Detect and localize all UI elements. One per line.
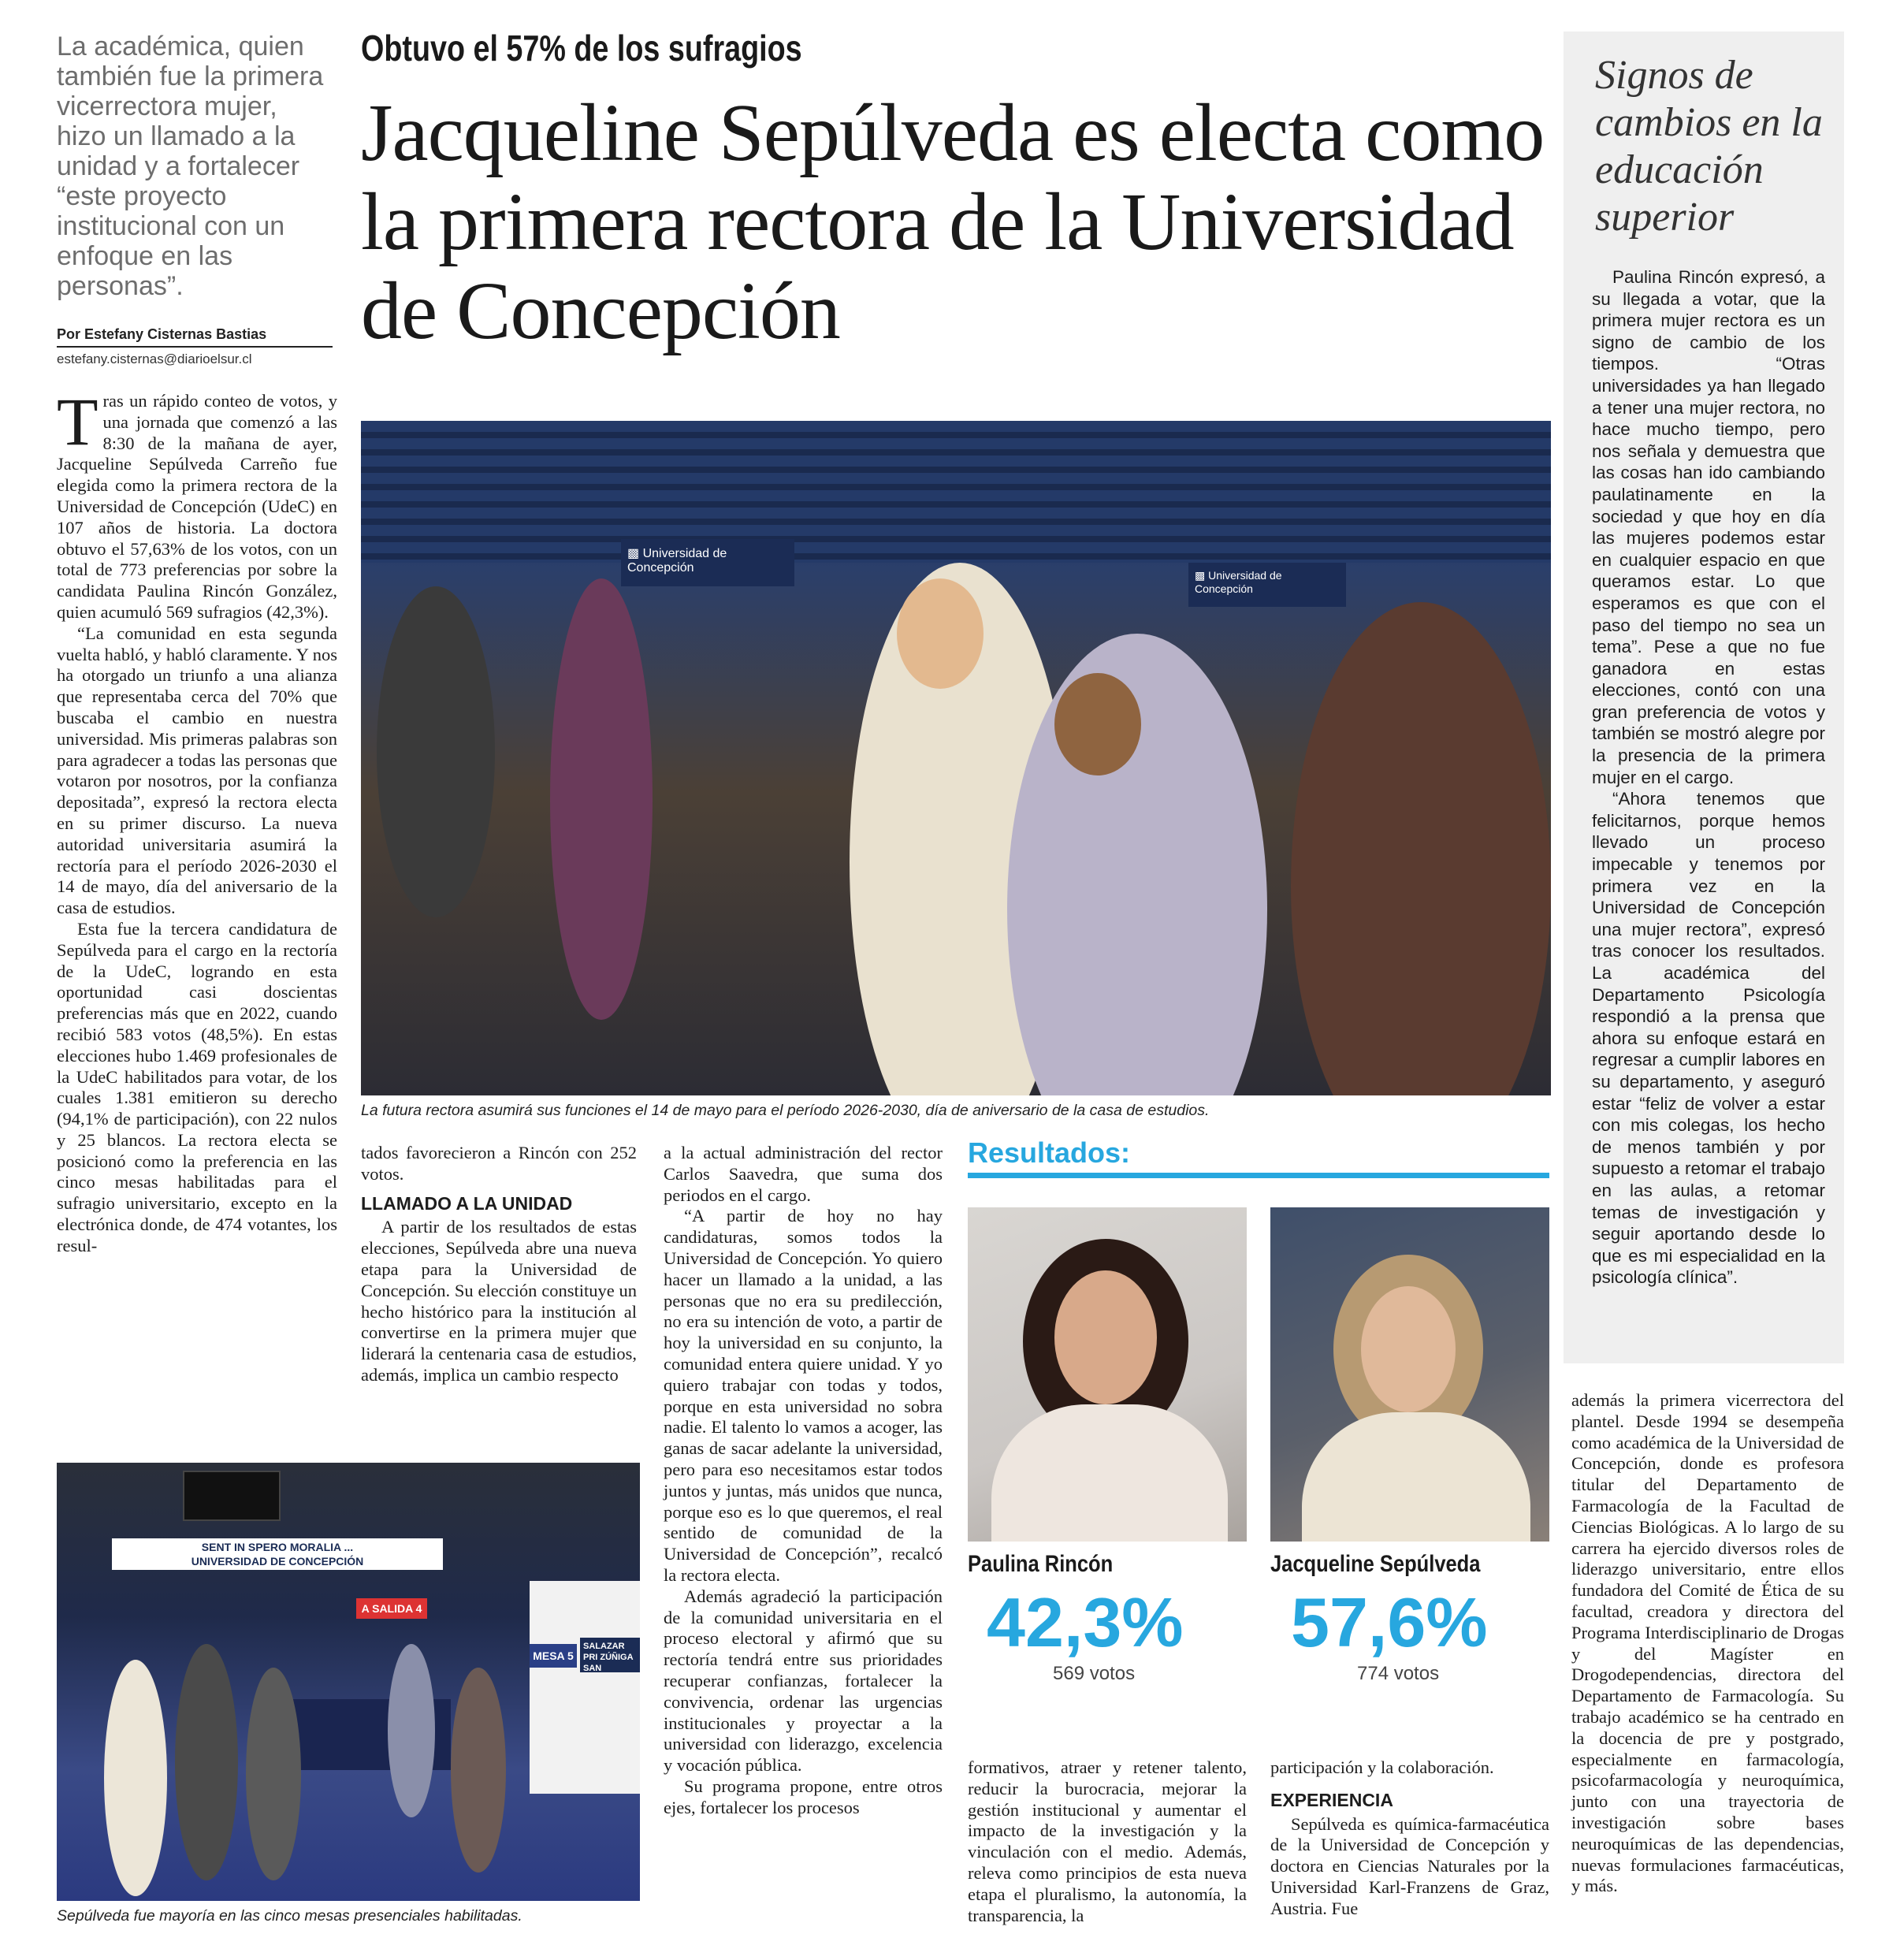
crowd-figure [897,578,984,689]
kicker: Obtuvo el 57% de los sufragios [361,28,802,69]
column-5 [1270,1757,1549,1920]
paragraph: a la actual administración del rector Carlos Saavedra, que suma dos periodos en el cargo. [664,1143,943,1205]
column-1 [57,384,337,1257]
polling-photo [57,1463,640,1901]
paragraph: Sepúlveda es química-farmacéutica de la Universidad de Concepción y doctora en Ciencias Naturales por la Universidad Karl-Franzens de Graz, Austria. Fue [1270,1813,1549,1918]
arena-sign-right [1188,563,1346,607]
paragraph: Esta fue la tercera candidatura de Sepúlveda para el cargo en la rectoría de la UdeC, logrando en esta oportunidad casi doscientas preferencias más que en 2022, cuando recibió 583 votos (48,5%). En estas elecciones hubo 1.469 profesionales de la UdeC habilitados para votar, de los cuales 1.381 emitieron su derecho (94,1% de participación), con 22 nulos y 25 blancos. La rectora electa se posicionó como la preferencia en las cinco mesas habilitadas para el sufragio universitario, excepto en la electrónica donde, de 474 votantes, los resul- [57,918,337,1255]
column-2 [361,1143,637,1386]
banner-line: UNIVERSIDAD DE CONCEPCIÓN [191,1555,364,1568]
crowd-figure [1054,673,1141,775]
author-email: estefany.cisternas@diarioelsur.cl [57,351,252,366]
paragraph: Además agradeció la participación de la comunidad universitaria en el proceso electoral y afirmó que su rectoría tendrá entre sus prioridades recuperar confianzas, fortalecer la convivencia, ordenar las urgencias institucionales y proyectar a la universidad con liderazgo, excelencia y vocación pública. [664,1586,943,1776]
crowd-figure [175,1644,238,1880]
dropcap: T [57,384,99,459]
candidate-percent: 57,6% [1291,1583,1488,1661]
exit-sign: A SALIDA 4 [356,1598,427,1619]
paragraph: tados favorecieron a Rincón con 252 votos. [361,1143,637,1184]
byline: Por Estefany Cisternas Bastias [57,326,333,348]
paragraph: además la primera vicerrectora del plantel. Desde 1994 se desempeña como académica de la Universidad de Concepción, donde es profesora titular del Departamento de Farmacología de la Facultad de Ciencias Biológicas. A lo largo de su carrera ha ejercido diversos roles de liderazgo universitario, entre ellos fundadora del Comité de Ética de su facultad, creadora y directora del Programa Interdisciplinario de Drogas y del Magíster en Drogodependencias, directora del Departamento de Farmacología. Su trabajo académico se ha centrado en la docencia de pre y postgrado, especialmente en farmacología, psicofarmacología y neuroquímica, junto con una trayectoria de investigación sobre bases neuroquímicas de las dependencias, nuevas formulaciones farmacéuticas, y más. [1571,1390,1844,1896]
crowd-figure [451,1668,506,1873]
crowd-figure [246,1668,301,1880]
candidate-photo-sepulveda [1270,1207,1549,1542]
candidate-body [1302,1412,1530,1542]
candidate-percent: 42,3% [987,1583,1184,1661]
candidate-photo-rincon [968,1207,1247,1542]
names-sign: SALAZAR PRI ZÚÑIGA SAN [580,1638,640,1672]
candidate-votes: 774 votos [1357,1663,1440,1684]
paragraph: formativos, atraer y retener talento, reducir la burocracia, mejorar la gestión institucional y aumentar el impacto de la investigación y la vinculación con el medio. Además, releva como principios de esta nueva etapa el pluralismo, la autonomía, la transparencia, la [968,1757,1247,1925]
crowd-figure [388,1644,435,1817]
main-photo-caption: La futura rectora asumirá sus funciones el 14 de mayo para el período 2026-2030, día de aniversario de la casa de estudios. [361,1102,1210,1119]
paragraph: “A partir de hoy no hay candidaturas, somos todos la Universidad de Concepción. Yo quiero hacer un llamado a la unidad, a las personas que no era su predilección, no era su intención de voto, a partir de hoy la universidad en su conjunto, la comunidad entera quiere unidad. Y yo quiero trabajar con todas y todos, porque en esta universidad no sobra nadie. El talento lo vamos a acoger, las ganas de sacar adelante la universidad, pero para eso necesitamos estar todos juntos y juntas, más unidos que nunca, porque eso es lo que queremos, el real sentido de comunidad de la Universidad de Concepción”, recalcó la rectora electa. [664,1206,943,1585]
banner-line: SENT IN SPERO MORALIA ... [201,1541,354,1553]
results-rule [968,1173,1549,1178]
shield-icon: ▩ [1195,569,1206,582]
polling-photo-caption: Sepúlveda fue mayoría en las cinco mesas presenciales habilitadas. [57,1907,522,1925]
results-title: Resultados: [968,1136,1131,1169]
sign-text: Universidad de Concepción [1195,569,1282,595]
paragraph: Paulina Rincón expresó, a su llegada a votar, que la primera mujer rectora es un signo de cambio de los tiempos. “Otras universidades ya han llegado a tener una mujer rectora, no hace mucho tiempo, pero nos señala y demuestra que las cosas han ido cambiando paulatinamente en la sociedad y que hoy en día las mujeres podemos estar en cualquier espacio en que queramos estar. Lo que esperamos es que con el paso del tiempo no sea un tema”. Pese a que no fue ganadora en estas elecciones, contó con una gran preferencia de votos y también se mostró alegre por la presencia de la primera mujer en el cargo. [1592,267,1825,787]
sidebar-text [1592,266,1825,1289]
candidate-name: Jacqueline Sepúlveda [1270,1551,1481,1577]
paragraph-text: ras un rápido conteo de votos, y una jornada que comenzó a las 8:30 de la mañana de ayer, Jacqueline Sepúlveda Carreño fue elegida como la primera rectora de la Universidad de Concepción (UdeC) en 107 años de historia. La doctora obtuvo el 57,63% de los votos, con un total de 773 preferencias por sobre la candidata Paulina Rincón González, quien acumuló 569 sufragios (42,3%). [57,391,337,622]
column-4 [968,1757,1247,1926]
crowd-figure [550,578,653,1020]
paragraph: participación y la colaboración. [1270,1757,1494,1777]
subhead-llamado: LLAMADO A LA UNIDAD [361,1192,573,1214]
paragraph: Su programa propone, entre otros ejes, fortalecer los procesos [664,1776,943,1817]
sign-text: Universidad de Concepción [627,547,727,575]
mesa-panel [530,1581,640,1794]
paragraph [57,384,337,623]
candidate-name: Paulina Rincón [968,1551,1114,1577]
paragraph: A partir de los resultados de estas elecciones, Sepúlveda abre una nueva etapa para la Universidad de Concepción. Su elección constituye un hecho histórico para la institución al convertirse en la primera mujer que liderará la centenaria casa de estudios, además, implica un cambio respecto [361,1217,637,1385]
shield-icon: ▩ [627,547,640,560]
mesa-sign: MESA 5 [530,1644,577,1668]
subhead-experiencia: EXPERIENCIA [1270,1789,1393,1810]
candidate-face [1361,1286,1456,1412]
scoreboard [183,1471,281,1521]
paragraph: “Ahora tenemos que felicitarnos, porque hemos llevado un proceso impecable y tenemos por primera vez en la Universidad de Concepción una mujer rectora”, expresó tras conocer los resultados. La académica del Departamento Psicología respondió a la prensa que ahora su enfoque estará en regresar a cumplir labores en su departamento, y aseguró estar “feliz de volver a estar con mis colegas, los hecho de menos también y por supuesto a retomar el trabajo en las aulas, a retomar temas de investigación y seguir aportando desde lo que es mi especialidad en la psicología clínica”. [1592,789,1825,1288]
arena-sign-left [621,539,794,586]
candidate-body [991,1404,1228,1542]
paragraph: “La comunidad en esta segunda vuelta habló, y habló claramente. Y nos ha otorgado un triunfo a una alianza que representaba cerca del 70% que buscaba el cambio en nuestra universidad. Mis primeras palabras son para agradecer a todas las personas que votaron por nosotros, por la confianza depositada”, expresó la rectora electa en su primer discurso. La nueva autoridad universitaria asumirá la rectoría para el período 2026-2030 el 14 de mayo, día del aniversario de la casa de estudios. [57,623,337,918]
candidate-votes: 569 votos [1053,1663,1136,1684]
crowd-figure [1291,602,1551,1095]
candidate-face [1054,1270,1157,1404]
main-photo [361,421,1551,1095]
sidebar-title: Signos de cambios en la educación superior [1595,53,1823,240]
arena-seats [361,421,1551,563]
column-3 [664,1143,943,1819]
column-6 [1571,1390,1844,1897]
article-lead: La académica, quien también fue la primera vicerrectora mujer, hizo un llamado a la unidad y a fortalecer “este proyecto institucional con un enfoque en las personas”. [57,32,324,301]
crowd-figure [104,1660,167,1896]
banner-university [112,1538,443,1570]
crowd-figure [377,586,495,917]
headline: Jacqueline Sepúlveda es electa como la primera rectora de la Universidad de Concepción [361,87,1545,356]
